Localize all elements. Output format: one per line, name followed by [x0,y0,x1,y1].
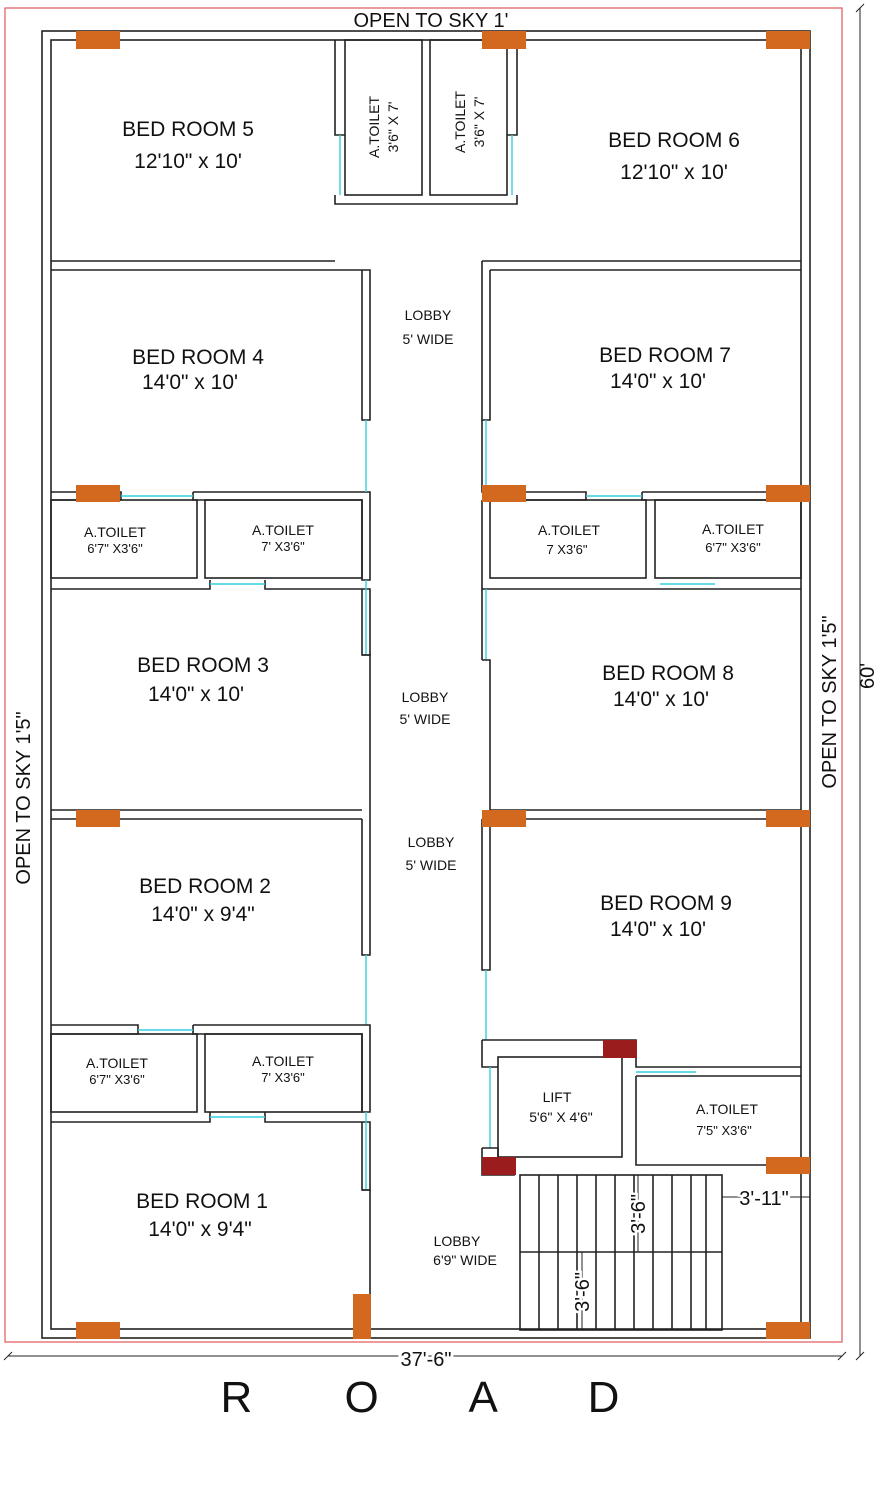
toilet-l2b-size: 7' X3'6" [261,1070,305,1085]
lobby-4-width: 6'9" WIDE [433,1252,497,1268]
bed-room-6-name: BED ROOM 6 [608,129,740,152]
bed-room-5-size: 12'10" x 10' [134,150,242,173]
toilet-r2-size: 7'5" X3'6" [696,1123,752,1138]
toilet-top-left-box [345,40,422,195]
lobby-1-width: 5' WIDE [402,331,454,347]
toilet-r1b-name: A.TOILET [702,521,764,537]
bed-room-8-size: 14'0" x 10' [612,688,710,711]
bed-room-2-name: BED ROOM 2 [139,875,271,898]
bed-room-7-name: BED ROOM 7 [599,344,731,367]
toilet-top-left-size: 3'6" X 7' [385,101,401,153]
toilet-l1b-name: A.TOILET [252,522,314,538]
lobby-1-name: LOBBY [404,307,452,323]
toilet-top-left-name: A.TOILET [366,96,382,158]
toilet-l1a-size: 6'7" X3'6" [87,541,143,556]
open-to-sky-right: OPEN TO SKY 1'5" [819,615,841,789]
bed-room-4-name: BED ROOM 4 [132,346,264,369]
bed-room-1-name: BED ROOM 1 [136,1190,268,1213]
lobby-3-width: 5' WIDE [405,857,457,873]
bed-room-3-size: 14'0" x 10' [147,683,245,706]
bed-room-9-size: 14'0" x 10' [609,918,707,941]
open-to-sky-left: OPEN TO SKY 1'5" [13,711,35,885]
bed-room-8-name: BED ROOM 8 [602,662,734,685]
dimension-height-label: 60' [857,662,879,690]
lobby-3-name: LOBBY [407,834,455,850]
lobby-4-name: LOBBY [433,1233,481,1249]
stair-dim-a: 3'-6" [572,1272,594,1312]
bed-room-2-size: 14'0" x 9'4" [151,903,255,926]
lobby-2-width: 5' WIDE [399,711,451,727]
bed-room-7-size: 14'0" x 10' [609,370,707,393]
open-to-sky-top: OPEN TO SKY 1' [353,10,509,32]
toilet-top-right-name: A.TOILET [452,91,468,153]
staircase [520,1175,722,1330]
toilet-top-right-size: 3'6" X 7' [471,96,487,148]
bed-room-9-name: BED ROOM 9 [600,892,732,915]
toilet-top-right-box [430,40,507,195]
toilet-r1a-name: A.TOILET [538,522,600,538]
bed-room-5-name: BED ROOM 5 [122,118,254,141]
bed-room-6-size: 12'10" x 10' [620,161,728,184]
lift-size: 5'6" X 4'6" [529,1109,593,1125]
toilet-l1b-size: 7' X3'6" [261,539,305,554]
stair-dim-b: 3'-6" [628,1194,650,1234]
bed-room-4-size: 14'0" x 10' [141,371,239,394]
toilet-l2a-size: 6'7" X3'6" [89,1072,145,1087]
bed-room-3-name: BED ROOM 3 [137,654,269,677]
lobby-2-name: LOBBY [401,689,449,705]
bed-room-1-size: 14'0" x 9'4" [148,1218,252,1241]
toilet-l1a-name: A.TOILET [84,524,146,540]
toilet-r2-name: A.TOILET [696,1101,758,1117]
stair-dim-c: 3'-11" [739,1188,789,1210]
toilet-l2b-name: A.TOILET [252,1053,314,1069]
dimension-width-label: 37'-6" [400,1349,452,1371]
toilet-r1b-size: 6'7" X3'6" [705,540,761,555]
toilet-r1a-size: 7 X3'6" [546,542,588,557]
lift-name: LIFT [542,1089,572,1105]
toilet-l2a-name: A.TOILET [86,1055,148,1071]
road-label: R O A D [220,1373,660,1422]
